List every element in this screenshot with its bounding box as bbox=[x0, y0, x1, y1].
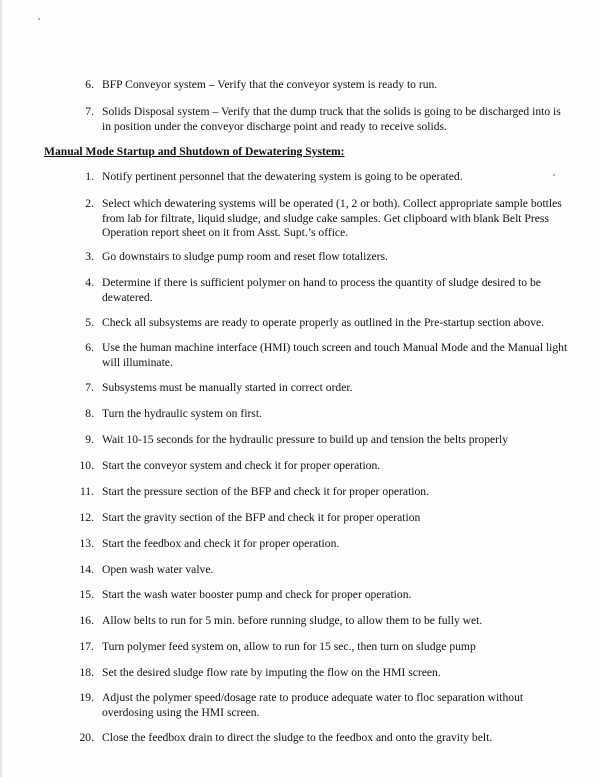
item-number: 14. bbox=[79, 563, 94, 576]
item-number: 12. bbox=[79, 511, 94, 524]
item-number: 19. bbox=[79, 691, 94, 704]
scan-edge-mark bbox=[0, 0, 2, 777]
item-number: 5. bbox=[85, 316, 94, 329]
item-number: 18. bbox=[79, 666, 94, 679]
item-number: 11. bbox=[79, 485, 94, 498]
item-text: Close the feedbox drain to direct the sludge to the feedbox and onto the gravity belt. bbox=[102, 731, 493, 744]
section-heading: Manual Mode Startup and Shutdown of Dewatering System: bbox=[44, 145, 345, 158]
item-number: 17. bbox=[79, 640, 94, 653]
item-number: 15. bbox=[79, 588, 94, 601]
item-text: Start the conveyor system and check it for proper operation. bbox=[102, 459, 381, 472]
item-text: Subsystems must be manually started in correct order. bbox=[102, 381, 353, 394]
item-text: BFP Conveyor system – Verify that the conveyor system is ready to run. bbox=[102, 78, 438, 91]
item-number: 3. bbox=[85, 250, 94, 263]
item-text: Start the gravity section of the BFP and check it for proper operation bbox=[102, 511, 421, 524]
item-number: 20. bbox=[79, 731, 94, 744]
item-text: Select which dewatering systems will be operated (1, 2 or both). Collect appropriate sample bottles from lab for filtrate, liquid sludge, and sludge cake samples. Get clipboard with blank Belt Press Operation report sheet on it from Asst. Supt.’s office. bbox=[102, 197, 562, 239]
scan-speck bbox=[553, 174, 555, 176]
item-text: Start the feedbox and check it for proper operation. bbox=[102, 537, 340, 550]
item-number: 8. bbox=[85, 407, 94, 420]
item-text: Start the pressure section of the BFP and check it for proper operation. bbox=[102, 485, 430, 498]
item-text: Notify pertinent personnel that the dewatering system is going to be operated. bbox=[102, 170, 463, 183]
item-number: 13. bbox=[79, 537, 94, 550]
item-text: Turn the hydraulic system on first. bbox=[102, 407, 262, 420]
item-number: 7. bbox=[85, 105, 94, 118]
item-text: Determine if there is sufficient polymer on hand to process the quantity of sludge desired to be dewatered. bbox=[102, 276, 541, 304]
item-number: 4. bbox=[85, 276, 94, 289]
scan-speck bbox=[38, 18, 40, 20]
item-text: Wait 10-15 seconds for the hydraulic pressure to build up and tension the belts properly bbox=[102, 433, 509, 446]
item-text: Open wash water valve. bbox=[102, 563, 214, 576]
item-number: 1. bbox=[85, 170, 94, 183]
item-text: Go downstairs to sludge pump room and reset flow totalizers. bbox=[102, 250, 388, 263]
item-number: 7. bbox=[85, 381, 94, 394]
item-number: 6. bbox=[85, 78, 94, 91]
item-text: Set the desired sludge flow rate by imputing the flow on the HMI screen. bbox=[102, 666, 441, 679]
item-text: Adjust the polymer speed/dosage rate to produce adequate water to floc separation without overdosing using the HMI screen. bbox=[102, 691, 524, 719]
item-text: Use the human machine interface (HMI) touch screen and touch Manual Mode and the Manual light will illuminate. bbox=[102, 341, 568, 369]
item-text: Check all subsystems are ready to operate properly as outlined in the Pre-startup section above. bbox=[102, 316, 545, 329]
item-number: 9. bbox=[85, 433, 94, 446]
item-number: 6. bbox=[85, 341, 94, 354]
item-text: Solids Disposal system – Verify that the dump truck that the solids is going to be discharged into is in position under the conveyor discharge point and ready to receive solids. bbox=[102, 105, 561, 133]
item-text: Allow belts to run for 5 min. before running sludge, to allow them to be fully wet. bbox=[102, 614, 483, 627]
item-number: 2. bbox=[85, 197, 94, 210]
item-number: 10. bbox=[79, 459, 94, 472]
item-text: Start the wash water booster pump and check for proper operation. bbox=[102, 588, 412, 601]
item-text: Turn polymer feed system on, allow to run for 15 sec., then turn on sludge pump bbox=[102, 640, 476, 653]
item-number: 16. bbox=[79, 614, 94, 627]
